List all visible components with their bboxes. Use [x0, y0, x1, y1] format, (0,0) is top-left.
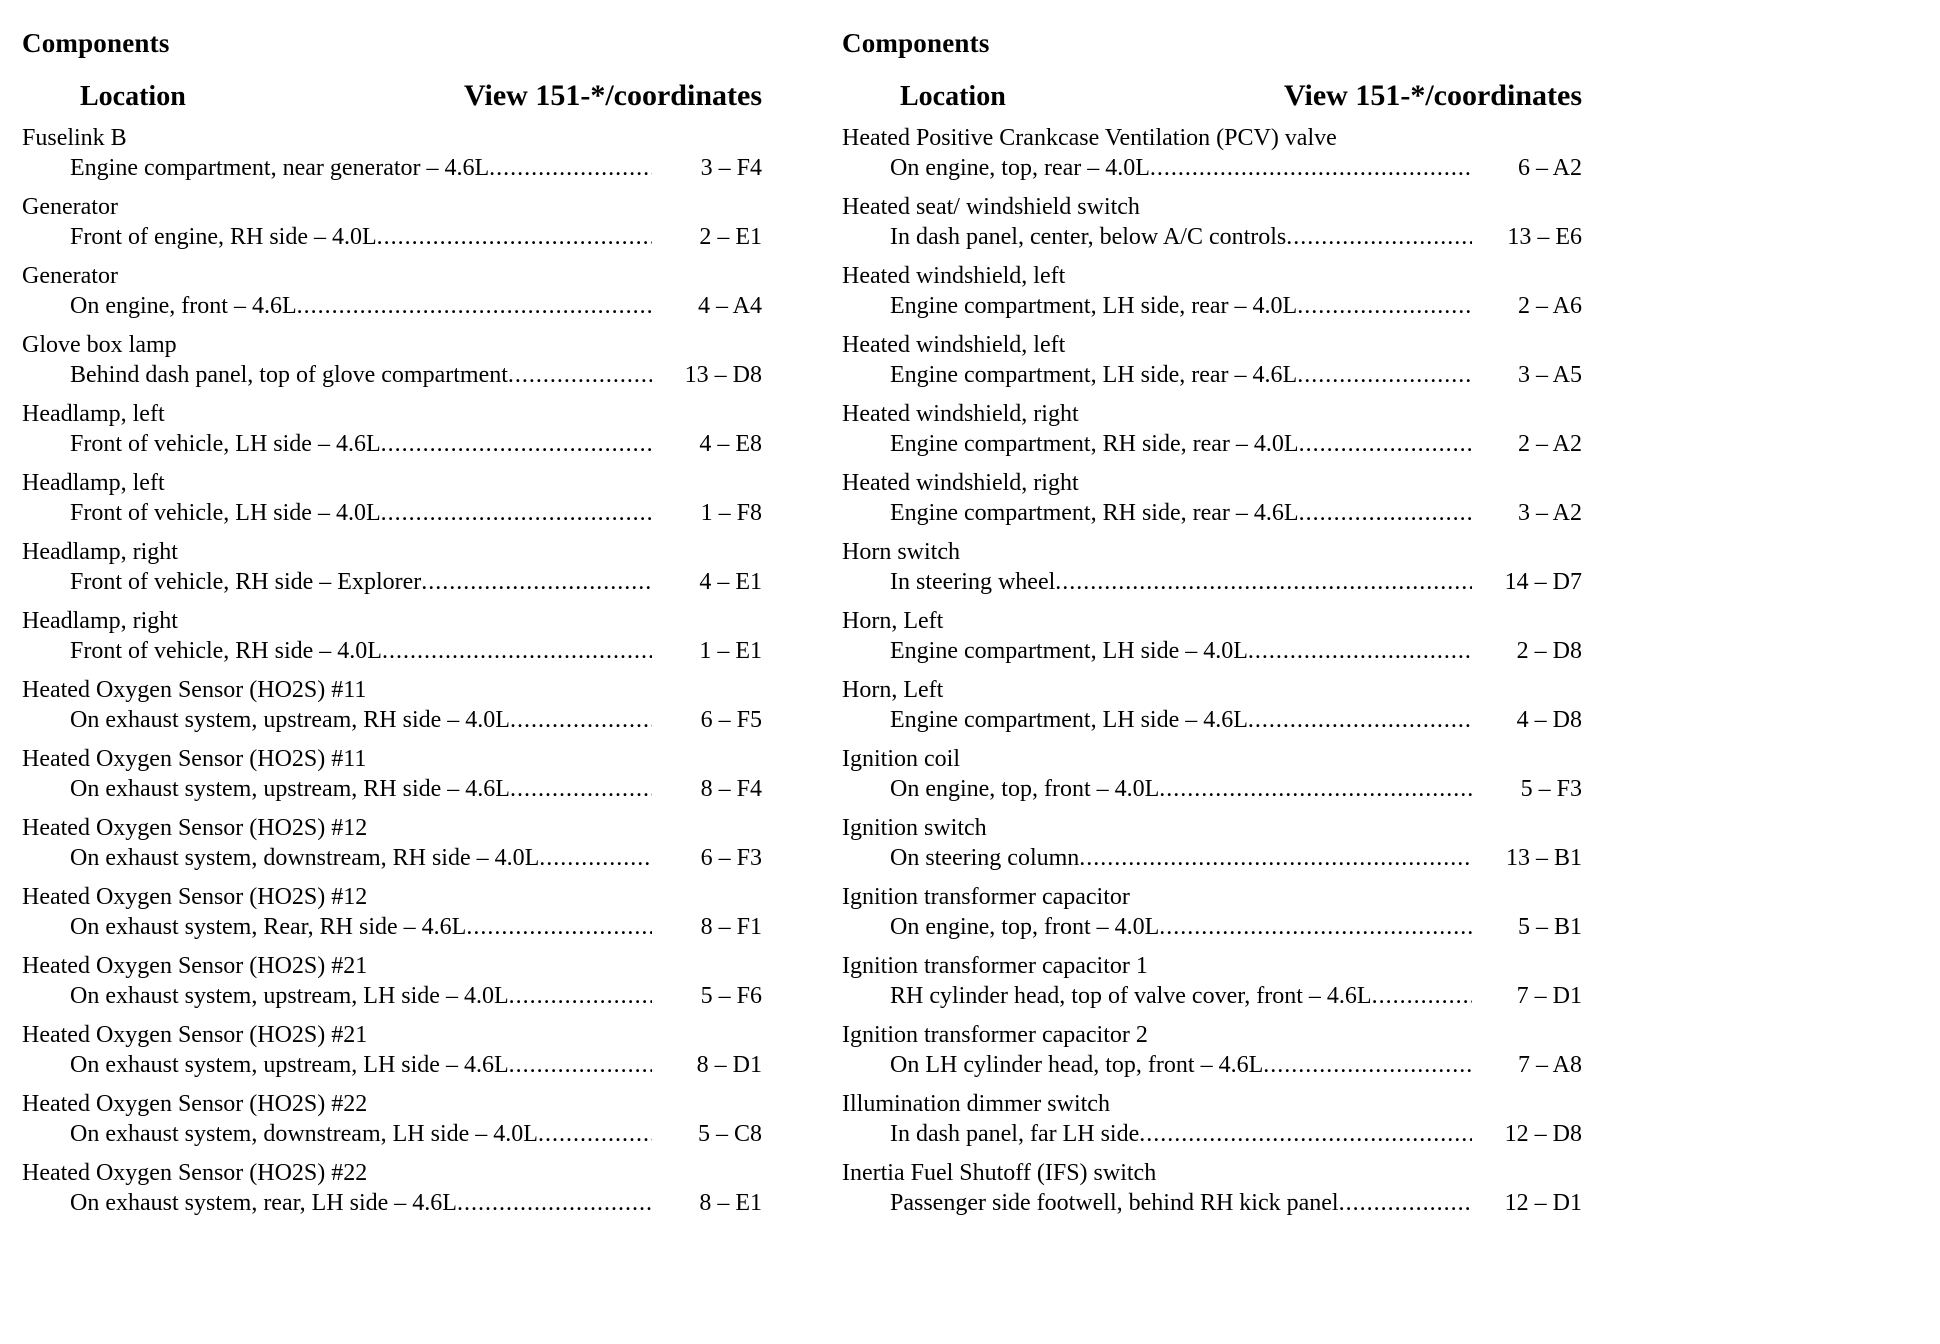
dot-leader [1299, 429, 1472, 459]
component-location: RH cylinder head, top of valve cover, front – 4.6L [890, 983, 1372, 1009]
component-location-row [842, 153, 1582, 183]
component-name: Generator [22, 263, 118, 289]
component-coordinate: 4 – E1 [699, 569, 762, 595]
component-name: Headlamp, right [22, 539, 178, 565]
component-location: On engine, top, front – 4.0L [890, 776, 1160, 802]
dot-leader [1297, 291, 1472, 321]
component-location: Engine compartment, near generator – 4.6L [70, 155, 490, 181]
dot-leader [297, 291, 652, 321]
component-coordinate: 14 – D7 [1504, 569, 1582, 595]
dot-leader [1159, 774, 1472, 804]
component-location-row [22, 1050, 762, 1080]
component-entry [842, 537, 1582, 597]
entries-list [22, 123, 762, 1218]
component-name: Heated Oxygen Sensor (HO2S) #21 [22, 953, 368, 979]
component-coordinate: 1 – E1 [699, 638, 762, 664]
component-coordinate: 2 – E1 [699, 224, 762, 250]
component-location: On exhaust system, downstream, RH side – 4.0L [70, 845, 540, 871]
component-location: Engine compartment, RH side, rear – 4.0L [890, 431, 1299, 457]
component-location-row [842, 705, 1582, 735]
component-name: Headlamp, left [22, 401, 165, 427]
component-location-row [842, 291, 1582, 321]
component-coordinate: 5 – B1 [1517, 914, 1582, 940]
component-location-row [22, 774, 762, 804]
dot-leader [1299, 498, 1472, 528]
component-location: On exhaust system, upstream, LH side – 4.6L [70, 1052, 509, 1078]
component-coordinate: 3 – A2 [1517, 500, 1582, 526]
component-name: Fuselink B [22, 125, 127, 151]
component-location: On exhaust system, Rear, RH side – 4.6L [70, 914, 467, 940]
component-location: On steering column [890, 845, 1080, 871]
component-location-row [842, 636, 1582, 666]
component-coordinate: 8 – E1 [699, 1190, 762, 1216]
component-coordinate: 13 – B1 [1505, 845, 1582, 871]
component-coordinate: 4 – A4 [697, 293, 762, 319]
component-name: Ignition coil [842, 746, 960, 772]
dot-leader [1297, 360, 1472, 390]
component-coordinate: 6 – F3 [700, 845, 762, 871]
component-name: Horn, Left [842, 608, 944, 634]
dot-leader [508, 360, 652, 390]
components-column-right [842, 22, 1582, 1324]
component-name: Heated windshield, left [842, 332, 1066, 358]
component-name: Glove box lamp [22, 332, 177, 358]
component-name: Heated Oxygen Sensor (HO2S) #21 [22, 1022, 368, 1048]
dot-leader [1372, 981, 1472, 1011]
component-location: On engine, top, front – 4.0L [890, 914, 1160, 940]
component-location-row [842, 429, 1582, 459]
component-location: Engine compartment, LH side, rear – 4.0L [890, 293, 1298, 319]
dot-leader [1248, 705, 1472, 735]
component-entry [22, 744, 762, 804]
dot-leader [421, 567, 652, 597]
dot-leader [538, 1119, 652, 1149]
location-header: Location [900, 81, 1006, 112]
component-location: On exhaust system, upstream, LH side – 4.0L [70, 983, 509, 1009]
component-entry [22, 537, 762, 597]
component-name: Heated Oxygen Sensor (HO2S) #12 [22, 884, 368, 910]
dot-leader [539, 843, 652, 873]
component-entry [22, 882, 762, 942]
component-location-row [842, 912, 1582, 942]
component-entry [22, 1020, 762, 1080]
component-location-row [22, 567, 762, 597]
component-coordinate: 2 – D8 [1516, 638, 1582, 664]
component-location-row [22, 360, 762, 390]
component-coordinate: 4 – E8 [699, 431, 762, 457]
component-location: On LH cylinder head, top, front – 4.6L [890, 1052, 1264, 1078]
component-coordinate: 8 – F4 [700, 776, 762, 802]
component-coordinate: 8 – D1 [696, 1052, 762, 1078]
view-coordinates-header: View 151-*/coordinates [463, 79, 762, 112]
component-coordinate: 12 – D1 [1504, 1190, 1582, 1216]
component-location: Engine compartment, LH side, rear – 4.6L [890, 362, 1298, 388]
component-location: On exhaust system, upstream, RH side – 4.0L [70, 707, 510, 733]
component-name: Ignition transformer capacitor [842, 884, 1130, 910]
component-entry [22, 123, 762, 183]
component-entry [842, 1158, 1582, 1218]
component-location-row [22, 1188, 762, 1218]
dot-leader [381, 429, 652, 459]
component-location: In steering wheel [890, 569, 1056, 595]
component-coordinate: 1 – F8 [700, 500, 762, 526]
component-name: Heated windshield, right [842, 401, 1079, 427]
column-header [22, 79, 762, 113]
component-coordinate: 2 – A6 [1517, 293, 1582, 319]
component-entry [22, 813, 762, 873]
dot-leader [466, 912, 652, 942]
component-name: Heated Oxygen Sensor (HO2S) #11 [22, 746, 367, 772]
component-coordinate: 5 – C8 [697, 1121, 762, 1147]
component-coordinate: 4 – D8 [1516, 707, 1582, 733]
component-location-row [22, 222, 762, 252]
component-coordinate: 3 – F4 [700, 155, 762, 181]
component-location: Engine compartment, LH side – 4.0L [890, 638, 1248, 664]
component-location-row [22, 291, 762, 321]
dot-leader [510, 705, 652, 735]
component-entry [842, 192, 1582, 252]
component-location: On engine, front – 4.6L [70, 293, 297, 319]
component-location-row [22, 498, 762, 528]
component-location: On exhaust system, rear, LH side – 4.6L [70, 1190, 457, 1216]
component-location-row [22, 153, 762, 183]
component-location-row [842, 843, 1582, 873]
dot-leader [509, 1050, 652, 1080]
component-coordinate: 7 – A8 [1517, 1052, 1582, 1078]
component-name: Generator [22, 194, 118, 220]
component-location: Engine compartment, LH side – 4.6L [890, 707, 1248, 733]
dot-leader [1263, 1050, 1472, 1080]
component-entry [22, 468, 762, 528]
component-entry [842, 951, 1582, 1011]
component-entry [842, 675, 1582, 735]
component-name: Heated Oxygen Sensor (HO2S) #12 [22, 815, 368, 841]
component-entry [22, 261, 762, 321]
component-location-row [22, 843, 762, 873]
component-location: Front of vehicle, LH side – 4.6L [70, 431, 381, 457]
component-location-row [22, 636, 762, 666]
component-name: Ignition transformer capacitor 1 [842, 953, 1148, 979]
component-entry [22, 399, 762, 459]
component-name: Ignition transformer capacitor 2 [842, 1022, 1148, 1048]
component-coordinate: 12 – D8 [1504, 1121, 1582, 1147]
component-entry [842, 813, 1582, 873]
view-coordinates-header: View 151-*/coordinates [1283, 79, 1582, 112]
component-location: In dash panel, far LH side [890, 1121, 1140, 1147]
component-location: Front of vehicle, LH side – 4.0L [70, 500, 381, 526]
component-entry [842, 1089, 1582, 1149]
component-name: Heated Oxygen Sensor (HO2S) #22 [22, 1091, 368, 1117]
component-location: Engine compartment, RH side, rear – 4.6L [890, 500, 1299, 526]
components-title: Components [842, 28, 990, 58]
dot-leader [377, 222, 652, 252]
component-entry [842, 882, 1582, 942]
dot-leader [509, 981, 652, 1011]
component-coordinate: 6 – A2 [1517, 155, 1582, 181]
dot-leader [489, 153, 652, 183]
location-header: Location [80, 81, 186, 112]
component-location-row [842, 360, 1582, 390]
component-name: Heated Oxygen Sensor (HO2S) #11 [22, 677, 367, 703]
component-entry [22, 675, 762, 735]
component-coordinate: 5 – F6 [700, 983, 762, 1009]
dot-leader [1159, 912, 1472, 942]
component-coordinate: 6 – F5 [700, 707, 762, 733]
component-name: Heated Positive Crankcase Ventilation (PCV) valve [842, 125, 1337, 151]
component-location: Front of vehicle, RH side – 4.0L [70, 638, 382, 664]
component-name: Heated windshield, left [842, 263, 1066, 289]
component-entry [842, 744, 1582, 804]
component-coordinate: 2 – A2 [1517, 431, 1582, 457]
dot-leader [1055, 567, 1472, 597]
component-location-row [842, 774, 1582, 804]
component-entry [842, 468, 1582, 528]
component-location: Passenger side footwell, behind RH kick panel [890, 1190, 1339, 1216]
component-name: Heated windshield, right [842, 470, 1079, 496]
component-entry [842, 1020, 1582, 1080]
component-name: Illumination dimmer switch [842, 1091, 1110, 1117]
component-location: Front of vehicle, RH side – Explorer [70, 569, 422, 595]
component-coordinate: 13 – D8 [684, 362, 762, 388]
component-name: Horn, Left [842, 677, 944, 703]
component-location: In dash panel, center, below A/C controls [890, 224, 1287, 250]
component-location-row [22, 1119, 762, 1149]
dot-leader [1150, 153, 1472, 183]
dot-leader [1248, 636, 1472, 666]
column-header [842, 79, 1582, 113]
component-location: Front of engine, RH side – 4.0L [70, 224, 377, 250]
component-location-row [842, 567, 1582, 597]
component-location: Behind dash panel, top of glove compartment [70, 362, 508, 388]
dot-leader [1286, 222, 1472, 252]
component-entry [842, 399, 1582, 459]
component-entry [22, 192, 762, 252]
component-location: On exhaust system, upstream, RH side – 4.6L [70, 776, 510, 802]
component-name: Ignition switch [842, 815, 987, 841]
component-entry [842, 330, 1582, 390]
component-entry [22, 606, 762, 666]
component-entry [22, 951, 762, 1011]
components-column-left [22, 22, 762, 1324]
component-location-row [842, 498, 1582, 528]
component-location-row [842, 981, 1582, 1011]
component-location: On exhaust system, downstream, LH side – 4.0L [70, 1121, 538, 1147]
component-coordinate: 3 – A5 [1517, 362, 1582, 388]
component-name: Inertia Fuel Shutoff (IFS) switch [842, 1160, 1157, 1186]
component-entry [842, 261, 1582, 321]
dot-leader [457, 1188, 652, 1218]
dot-leader [510, 774, 652, 804]
component-location-row [22, 981, 762, 1011]
component-location-row [842, 222, 1582, 252]
dot-leader [1339, 1188, 1472, 1218]
dot-leader [382, 636, 652, 666]
component-name: Horn switch [842, 539, 960, 565]
component-location-row [22, 912, 762, 942]
entries-list [842, 123, 1582, 1218]
component-location-row [842, 1188, 1582, 1218]
component-coordinate: 7 – D1 [1516, 983, 1582, 1009]
dot-leader [1079, 843, 1472, 873]
components-title: Components [22, 28, 170, 58]
component-location-row [22, 705, 762, 735]
component-location-row [842, 1119, 1582, 1149]
component-coordinate: 13 – E6 [1507, 224, 1582, 250]
component-entry [22, 1089, 762, 1149]
component-coordinate: 5 – F3 [1520, 776, 1582, 802]
component-entry [842, 606, 1582, 666]
component-entry [22, 330, 762, 390]
component-entry [22, 1158, 762, 1218]
component-entry [842, 123, 1582, 183]
component-location-row [22, 429, 762, 459]
component-coordinate: 8 – F1 [700, 914, 762, 940]
component-name: Headlamp, right [22, 608, 178, 634]
dot-leader [381, 498, 652, 528]
component-location: On engine, top, rear – 4.0L [890, 155, 1150, 181]
component-name: Heated seat/ windshield switch [842, 194, 1140, 220]
dot-leader [1139, 1119, 1472, 1149]
component-name: Headlamp, left [22, 470, 165, 496]
component-name: Heated Oxygen Sensor (HO2S) #22 [22, 1160, 368, 1186]
component-location-row [842, 1050, 1582, 1080]
